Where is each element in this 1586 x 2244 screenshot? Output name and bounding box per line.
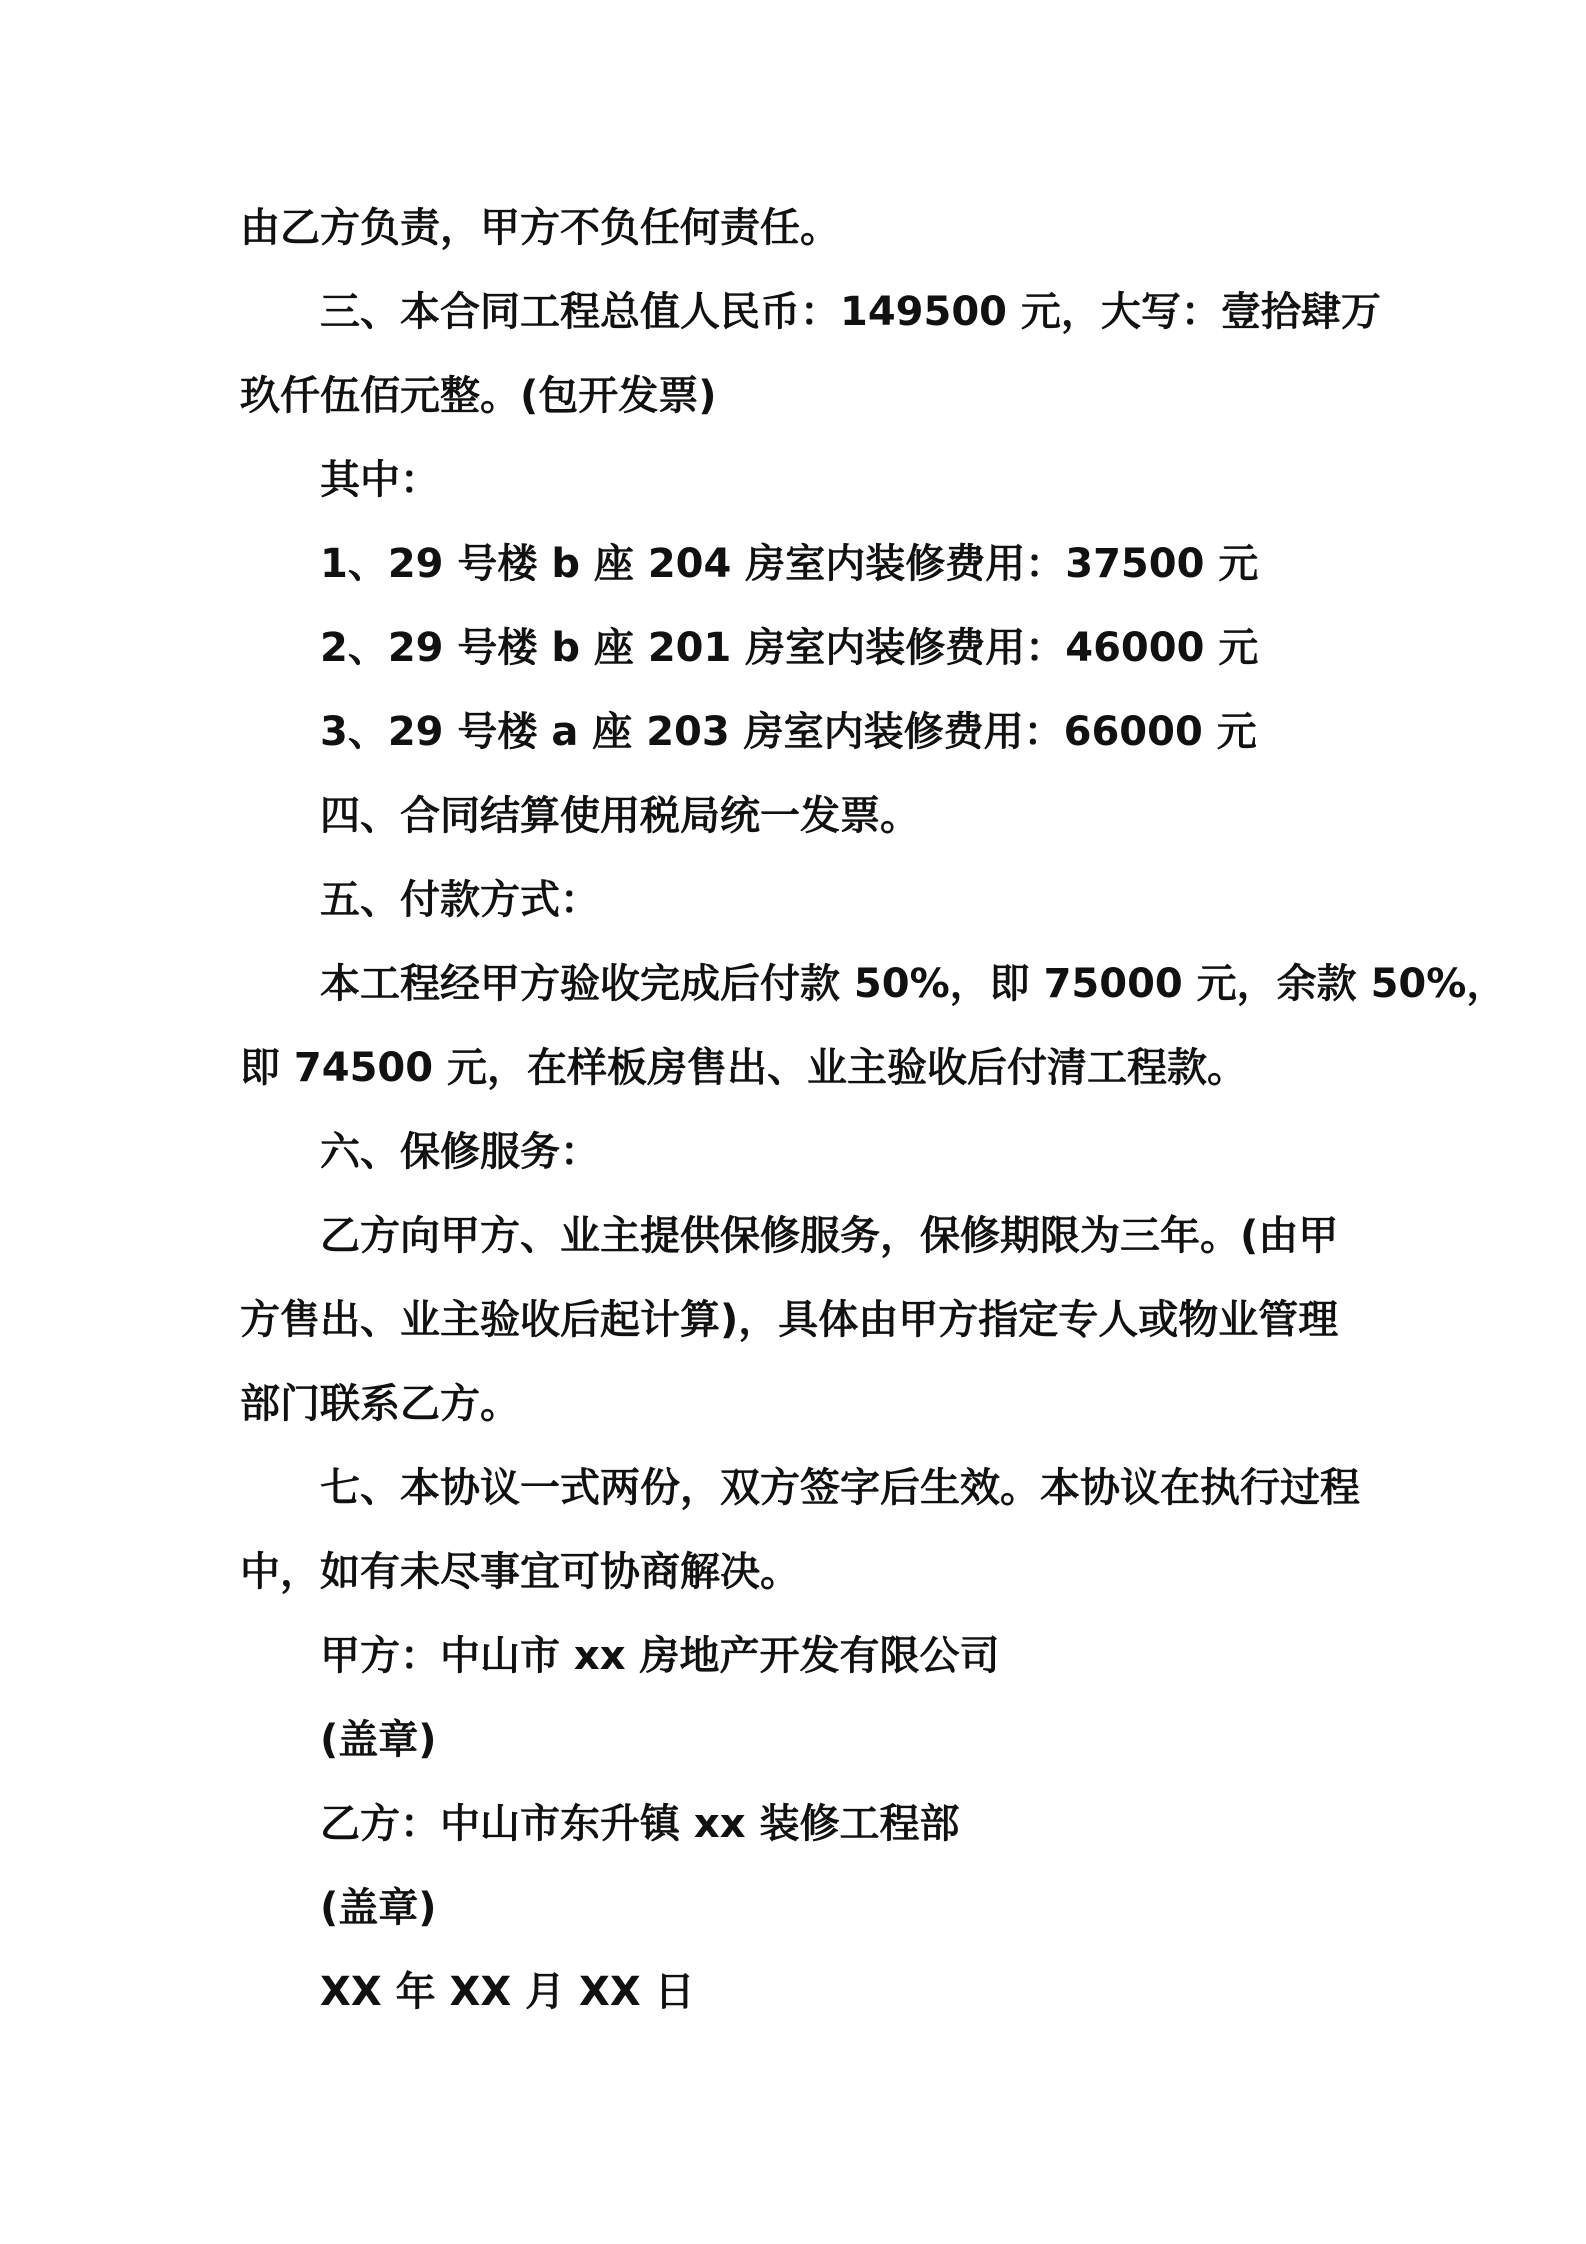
seal-line: (盖章) bbox=[320, 1717, 437, 1763]
party-a-line: 甲方：中山市 xx 房地产开发有限公司 bbox=[320, 1633, 1000, 1679]
text-line: 玖仟伍佰元整。(包开发票) bbox=[240, 373, 717, 419]
text-line: 乙方向甲方、业主提供保修服务，保修期限为三年。(由甲 bbox=[320, 1213, 1339, 1259]
text-line: 由乙方负责，甲方不负任何责任。 bbox=[240, 205, 840, 251]
text-line: 四、合同结算使用税局统一发票。 bbox=[320, 793, 920, 839]
text-line: 3、29 号楼 a 座 203 房室内装修费用：66000 元 bbox=[320, 709, 1257, 755]
text-line: 2、29 号楼 b 座 201 房室内装修费用：46000 元 bbox=[320, 625, 1259, 671]
text-line: 即 74500 元，在样板房售出、业主验收后付清工程款。 bbox=[240, 1045, 1248, 1091]
text-line: 七、本协议一式两份，双方签字后生效。本协议在执行过程 bbox=[320, 1465, 1360, 1511]
text-line: 三、本合同工程总值人民币：149500 元，大写：壹拾肆万 bbox=[320, 289, 1381, 335]
text-line: 六、保修服务： bbox=[320, 1129, 600, 1175]
text-line: 1、29 号楼 b 座 204 房室内装修费用：37500 元 bbox=[320, 541, 1259, 587]
text-line: 其中： bbox=[320, 457, 440, 503]
party-b-line: 乙方：中山市东升镇 xx 装修工程部 bbox=[320, 1801, 960, 1847]
date-line: XX 年 XX 月 XX 日 bbox=[320, 1969, 695, 2015]
text-line: 五、付款方式： bbox=[320, 877, 600, 923]
seal-line: (盖章) bbox=[320, 1885, 437, 1931]
text-line: 部门联系乙方。 bbox=[240, 1381, 520, 1427]
text-line: 中，如有未尽事宜可协商解决。 bbox=[240, 1549, 800, 1595]
text-line: 方售出、业主验收后起计算)，具体由甲方指定专人或物业管理 bbox=[240, 1297, 1339, 1343]
text-line: 本工程经甲方验收完成后付款 50%，即 75000 元，余款 50%， bbox=[320, 961, 1507, 1007]
